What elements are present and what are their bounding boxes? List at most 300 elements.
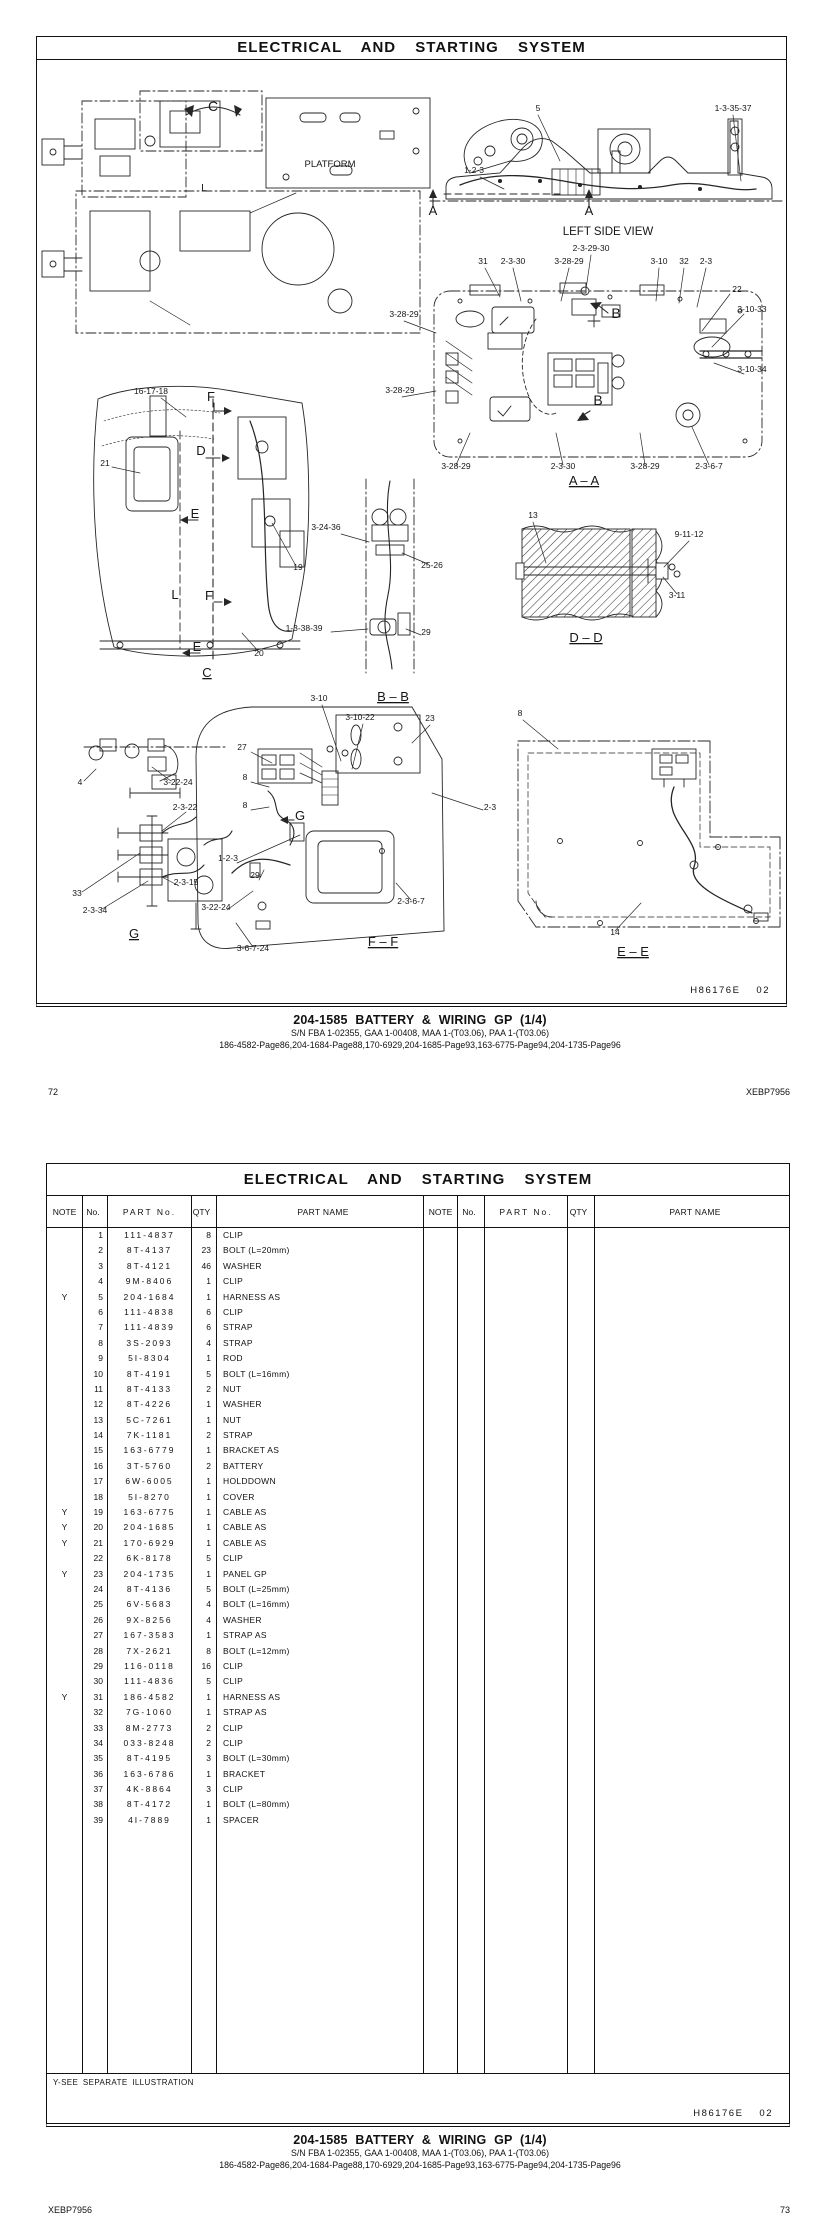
page-1 — [36, 36, 787, 1007]
cell-qty — [568, 1705, 595, 1720]
cell-part-name — [595, 1813, 789, 1828]
cell-note — [424, 1505, 458, 1520]
cell-note — [47, 1644, 83, 1659]
cell-part-name — [595, 1413, 789, 1428]
cell-part-name — [595, 1459, 789, 1474]
cell-note: NOTE — [47, 1196, 83, 1228]
cell-part-no: 167-3583 — [108, 1628, 192, 1643]
diagram-label: 3-22-24 — [201, 902, 231, 912]
cell-note: Y — [47, 1505, 83, 1520]
cell-part-no — [485, 1767, 568, 1782]
cell-qty — [568, 1690, 595, 1705]
cell-part-name — [595, 1597, 789, 1612]
section-a-a — [434, 283, 762, 457]
cell-qty — [568, 1782, 595, 1797]
diagram-label: 32 — [679, 256, 689, 266]
cell-qty — [568, 1721, 595, 1736]
cell-part-no — [485, 1382, 568, 1397]
cell-part-no — [485, 1474, 568, 1489]
diagram-label: 23 — [425, 713, 435, 723]
cell-part-no: 5I-8304 — [108, 1351, 192, 1366]
cell-note — [424, 1613, 458, 1628]
cell-no: 4 — [83, 1274, 108, 1289]
cell-part-name: BOLT (L=12mm) — [217, 1644, 424, 1659]
cell-part-no — [485, 1443, 568, 1458]
cell-no: 18 — [83, 1490, 108, 1505]
cell-part-name — [595, 1674, 789, 1689]
cell-part-name — [595, 1443, 789, 1458]
cell-part-name — [595, 1305, 789, 1320]
cell-no — [458, 1628, 485, 1643]
diagram-label: B — [593, 392, 603, 408]
cell-no: 32 — [83, 1705, 108, 1720]
cell-qty — [568, 1428, 595, 1443]
cell-qty: 1 — [192, 1443, 217, 1458]
cell-qty — [568, 1644, 595, 1659]
cell-no — [458, 1582, 485, 1597]
cell-part-name — [595, 1721, 789, 1736]
cell-part-no: 8T-4191 — [108, 1367, 192, 1382]
cell-part-no — [485, 1674, 568, 1689]
cell-qty: 8 — [192, 1644, 217, 1659]
diagram-label: E — [192, 639, 202, 654]
cell-note — [47, 1397, 83, 1412]
cell-note — [424, 1474, 458, 1489]
footnote: Y-SEE SEPARATE ILLUSTRATION — [53, 2078, 194, 2087]
cell-qty: 2 — [192, 1382, 217, 1397]
cell-part-no — [485, 1520, 568, 1535]
cell-part-name: STRAP — [217, 1320, 424, 1335]
diagram-label: 2-3-29-30 — [572, 243, 610, 253]
cell-part-no — [485, 1551, 568, 1566]
cell-qty — [568, 1274, 595, 1289]
cell-qty: 1 — [192, 1767, 217, 1782]
diagram-label: 25-26 — [421, 560, 443, 570]
diagram-label: 2-3-30 — [550, 461, 576, 471]
cell-qty — [568, 1367, 595, 1382]
cell-no — [458, 1828, 485, 2073]
cell-qty: 1 — [192, 1274, 217, 1289]
cell-part-name: CABLE AS — [217, 1520, 424, 1535]
diagram-label: 2-3-15 — [173, 877, 199, 887]
cell-note — [47, 1459, 83, 1474]
cell-qty: 1 — [192, 1813, 217, 1828]
cell-part-name — [595, 1582, 789, 1597]
cell-part-name — [595, 1367, 789, 1382]
table-footnote-strip — [47, 2073, 789, 2126]
diagram-label: 13 — [528, 510, 538, 520]
cell-part-name: CLIP — [217, 1782, 424, 1797]
cell-part-name — [595, 1228, 789, 1243]
cell-no — [458, 1351, 485, 1366]
cell-note — [424, 1721, 458, 1736]
cell-part-name: BRACKET AS — [217, 1443, 424, 1458]
cell-qty: 1 — [192, 1567, 217, 1582]
cell-qty: QTY — [192, 1196, 217, 1228]
cell-qty — [568, 1736, 595, 1751]
cell-part-name: STRAP AS — [217, 1705, 424, 1720]
cell-qty — [568, 1628, 595, 1643]
cell-part-name — [595, 1520, 789, 1535]
cell-note — [424, 1351, 458, 1366]
cell-part-no: 111-4838 — [108, 1305, 192, 1320]
cell-part-no: 163-6775 — [108, 1505, 192, 1520]
view-caption: F – F — [367, 934, 399, 949]
diagram-label: A — [584, 203, 594, 218]
diagram-label: 8 — [242, 772, 248, 782]
diagram-label: 3-28-29 — [630, 461, 660, 471]
cell-no — [458, 1613, 485, 1628]
diagram-label: 2-3-22 — [172, 802, 198, 812]
diagram-label: 1-2-3 — [464, 165, 484, 175]
cell-qty — [568, 1336, 595, 1351]
cell-qty — [568, 1674, 595, 1689]
cell-qty: 1 — [192, 1505, 217, 1520]
cell-part-no — [485, 1644, 568, 1659]
cell-part-no — [485, 1705, 568, 1720]
view-caption: C — [202, 665, 212, 680]
cell-qty — [568, 1567, 595, 1582]
cell-part-no: 033-8248 — [108, 1736, 192, 1751]
diagram-label: 3-28-29 — [385, 385, 415, 395]
diagram-label: 3-24-36 — [311, 522, 341, 532]
cell-note — [47, 1367, 83, 1382]
diagram-label: 3-10-34 — [737, 364, 767, 374]
diagram-svg — [37, 60, 784, 1004]
cell-part-name: NUT — [217, 1382, 424, 1397]
cell-note — [47, 1428, 83, 1443]
cell-part-name: BOLT (L=16mm) — [217, 1367, 424, 1382]
page2-doc-code — [693, 2108, 773, 2119]
cell-note — [424, 1428, 458, 1443]
cell-no — [458, 1659, 485, 1674]
cell-part-name — [595, 1290, 789, 1305]
cell-note — [424, 1536, 458, 1551]
cell-qty: 16 — [192, 1659, 217, 1674]
cell-qty — [568, 1228, 595, 1243]
cell-part-name — [595, 1690, 789, 1705]
cell-part-name: BOLT (L=16mm) — [217, 1597, 424, 1612]
cell-no: No. — [83, 1196, 108, 1228]
cell-note: Y — [47, 1690, 83, 1705]
cell-note — [424, 1797, 458, 1812]
page1-caption — [0, 1012, 840, 1051]
diagram-label: 3-10 — [310, 693, 328, 703]
diagram-label: D — [196, 443, 206, 458]
cell-qty — [568, 1243, 595, 1258]
cell-note — [424, 1597, 458, 1612]
cell-note — [424, 1305, 458, 1320]
cell-part-name: BOLT (L=20mm) — [217, 1243, 424, 1258]
cell-qty — [568, 1767, 595, 1782]
cell-part-no: 8T-4136 — [108, 1582, 192, 1597]
cell-qty: 1 — [192, 1413, 217, 1428]
cell-note — [47, 1413, 83, 1428]
page1-form-number: XEBP7956 — [745, 1087, 790, 1097]
cell-no: 27 — [83, 1628, 108, 1643]
cell-no: 19 — [83, 1505, 108, 1520]
cell-note — [424, 1243, 458, 1258]
cell-note — [47, 1628, 83, 1643]
cell-qty: 4 — [192, 1613, 217, 1628]
cell-part-no: 3S-2093 — [108, 1336, 192, 1351]
cell-note — [47, 1705, 83, 1720]
cell-no — [458, 1721, 485, 1736]
cell-no — [458, 1505, 485, 1520]
diagram-label: 14 — [610, 927, 620, 937]
cell-qty — [568, 1797, 595, 1812]
cell-part-no — [485, 1628, 568, 1643]
cell-part-name — [595, 1736, 789, 1751]
cell-no: 16 — [83, 1459, 108, 1474]
diagram-label: 3-10 — [650, 256, 668, 266]
cell-part-name: CLIP — [217, 1274, 424, 1289]
cell-note — [424, 1736, 458, 1751]
diagram-label: 9-11-12 — [674, 529, 704, 539]
cell-qty: 2 — [192, 1428, 217, 1443]
cell-part-no: 3T-5760 — [108, 1459, 192, 1474]
cell-note — [424, 1228, 458, 1243]
cell-part-no — [485, 1828, 568, 2073]
cell-part-no — [485, 1597, 568, 1612]
cell-no: 7 — [83, 1320, 108, 1335]
cell-part-no: 163-6779 — [108, 1443, 192, 1458]
cell-note: Y — [47, 1520, 83, 1535]
cell-no: 15 — [83, 1443, 108, 1458]
cell-note — [47, 1582, 83, 1597]
diagram-label: 5 — [535, 103, 541, 113]
cell-qty: 5 — [192, 1582, 217, 1597]
diagram-label: 3-10-22 — [345, 712, 375, 722]
cell-qty: 1 — [192, 1290, 217, 1305]
diagram-label: 1-3-38-39 — [285, 623, 323, 633]
cell-no: 39 — [83, 1813, 108, 1828]
cell-no — [458, 1474, 485, 1489]
cell-part-name — [595, 1551, 789, 1566]
diagram-label: C — [207, 98, 219, 114]
cell-part-no: 5I-8270 — [108, 1490, 192, 1505]
cell-part-no: 170-6929 — [108, 1536, 192, 1551]
cell-part-no: PART No. — [485, 1196, 568, 1228]
cell-note — [424, 1659, 458, 1674]
cell-note — [424, 1490, 458, 1505]
cell-note — [424, 1397, 458, 1412]
cell-qty — [568, 1520, 595, 1535]
cell-no — [458, 1490, 485, 1505]
cell-note — [47, 1736, 83, 1751]
cell-qty: 2 — [192, 1736, 217, 1751]
cell-qty — [568, 1597, 595, 1612]
cell-part-no — [485, 1582, 568, 1597]
cell-note — [47, 1382, 83, 1397]
left-side-view — [429, 119, 784, 207]
cell-qty — [568, 1459, 595, 1474]
cell-note — [47, 1305, 83, 1320]
cell-qty — [568, 1536, 595, 1551]
cell-part-no — [485, 1228, 568, 1243]
cell-part-no: 8T-4121 — [108, 1259, 192, 1274]
cell-qty — [568, 1751, 595, 1766]
cell-part-name — [595, 1336, 789, 1351]
cell-note — [424, 1320, 458, 1335]
cell-part-no — [485, 1813, 568, 1828]
cell-qty: 1 — [192, 1520, 217, 1535]
cell-no — [458, 1413, 485, 1428]
cell-qty — [568, 1397, 595, 1412]
cell-part-name — [217, 1828, 424, 2073]
cell-no — [458, 1290, 485, 1305]
cell-note — [424, 1582, 458, 1597]
cell-note — [424, 1705, 458, 1720]
cell-qty: 1 — [192, 1536, 217, 1551]
cell-part-name — [595, 1751, 789, 1766]
diagram-label: 3-10-33 — [737, 304, 767, 314]
cell-note — [47, 1551, 83, 1566]
cell-qty — [568, 1582, 595, 1597]
cell-qty: 1 — [192, 1474, 217, 1489]
cell-no: 3 — [83, 1259, 108, 1274]
cell-part-no: 204-1684 — [108, 1290, 192, 1305]
cell-part-name: HARNESS AS — [217, 1290, 424, 1305]
diagram-label: LEFT SIDE VIEW — [562, 226, 654, 238]
cell-no: 31 — [83, 1690, 108, 1705]
cell-part-name: BOLT (L=80mm) — [217, 1797, 424, 1812]
cell-part-no — [485, 1782, 568, 1797]
cell-part-name — [595, 1797, 789, 1812]
cell-qty: 1 — [192, 1397, 217, 1412]
cell-note — [424, 1290, 458, 1305]
cell-part-no — [485, 1320, 568, 1335]
cell-note: NOTE — [424, 1196, 458, 1228]
cell-qty: 1 — [192, 1690, 217, 1705]
cell-part-name — [595, 1382, 789, 1397]
cell-note — [424, 1828, 458, 2073]
cell-part-name — [595, 1490, 789, 1505]
cell-note — [424, 1382, 458, 1397]
cell-qty — [568, 1828, 595, 2073]
cell-no: 10 — [83, 1367, 108, 1382]
cell-no: 29 — [83, 1659, 108, 1674]
cell-part-name: CLIP — [217, 1551, 424, 1566]
diagram-label: F — [205, 588, 213, 603]
page1-title: ELECTRICAL AND STARTING SYSTEM — [37, 37, 786, 60]
cell-part-name: CLIP — [217, 1228, 424, 1243]
cell-part-no: 111-4839 — [108, 1320, 192, 1335]
cell-part-no: 7X-2621 — [108, 1644, 192, 1659]
cell-qty: 3 — [192, 1751, 217, 1766]
cell-qty: 8 — [192, 1228, 217, 1243]
diagram-label: 2-3-34 — [82, 905, 108, 915]
cell-qty: 46 — [192, 1259, 217, 1274]
caption-pages: 186-4582-Page86,204-1684-Page88,170-6929,204-1685-Page93,163-6775-Page94,204-1735-Page96 — [219, 2159, 621, 2170]
cell-part-no — [108, 1828, 192, 2073]
cell-qty: 1 — [192, 1490, 217, 1505]
diagram-label: 1-2-3 — [218, 853, 238, 863]
section-f-f — [196, 707, 444, 949]
cell-part-no: 8M-2773 — [108, 1721, 192, 1736]
cell-part-no: 8T-4226 — [108, 1397, 192, 1412]
cell-part-no — [485, 1351, 568, 1366]
caption-pages: 186-4582-Page86,204-1684-Page88,170-6929,204-1685-Page93,163-6775-Page94,204-1735-Page96 — [219, 1039, 621, 1050]
cell-note — [47, 1782, 83, 1797]
cell-no — [458, 1813, 485, 1828]
cell-part-name — [595, 1351, 789, 1366]
caption-serial: S/N FBA 1-02355, GAA 1-00408, MAA 1-(T03.06), PAA 1-(T03.06) — [290, 2148, 549, 2159]
diagram-label: 8 — [242, 800, 248, 810]
diagram-label: 3-22-24 — [163, 777, 193, 787]
cell-part-name: STRAP AS — [217, 1628, 424, 1643]
view-caption: E – E — [617, 944, 649, 959]
cell-no — [458, 1644, 485, 1659]
cell-note — [47, 1828, 83, 2073]
diagram-label: 3-28-29 — [389, 309, 419, 319]
cell-part-name — [595, 1320, 789, 1335]
cell-no — [458, 1259, 485, 1274]
detail-g — [84, 739, 232, 929]
parts-table-header — [47, 1196, 789, 1228]
cell-no: 2 — [83, 1243, 108, 1258]
cell-note — [424, 1813, 458, 1828]
cell-qty — [568, 1305, 595, 1320]
cell-part-name — [595, 1782, 789, 1797]
cell-no — [458, 1336, 485, 1351]
cell-no: 37 — [83, 1782, 108, 1797]
cell-no: 20 — [83, 1520, 108, 1535]
cell-note — [424, 1551, 458, 1566]
cell-part-no — [485, 1751, 568, 1766]
diagram-label: 21 — [100, 458, 110, 468]
cell-part-name: PART NAME — [669, 1207, 721, 1217]
cell-qty — [568, 1320, 595, 1335]
page2-title: ELECTRICAL AND STARTING SYSTEM — [47, 1164, 789, 1196]
cell-part-name: STRAP — [217, 1336, 424, 1351]
cell-no: 8 — [83, 1336, 108, 1351]
page1-doc-code — [690, 985, 770, 996]
cell-note: Y — [47, 1567, 83, 1582]
cell-part-no: 6K-8178 — [108, 1551, 192, 1566]
cell-no — [458, 1751, 485, 1766]
cell-qty — [568, 1443, 595, 1458]
cell-no — [458, 1782, 485, 1797]
diagram-label: 16-17-18 — [133, 386, 169, 396]
cell-part-no: 8T-4133 — [108, 1382, 192, 1397]
cell-note — [424, 1459, 458, 1474]
cell-qty — [568, 1382, 595, 1397]
plan-view — [42, 91, 430, 333]
diagram-label: B — [611, 305, 621, 321]
cell-part-name: CLIP — [217, 1305, 424, 1320]
doc-revision: 02 — [756, 985, 770, 996]
cell-no: 26 — [83, 1613, 108, 1628]
caption-title: 204-1585 BATTERY & WIRING GP (1/4) — [293, 2133, 547, 2147]
page2-form-number: XEBP7956 — [48, 2205, 93, 2215]
cell-qty: 4 — [192, 1597, 217, 1612]
cell-part-no — [485, 1290, 568, 1305]
cell-no — [458, 1228, 485, 1243]
cell-part-no: 6W-6005 — [108, 1474, 192, 1489]
cell-no: 35 — [83, 1751, 108, 1766]
cell-part-name: ROD — [217, 1351, 424, 1366]
diagram-label: 33 — [72, 888, 82, 898]
cell-no: 23 — [83, 1567, 108, 1582]
cell-part-name: COVER — [217, 1490, 424, 1505]
cell-part-no: 111-4837 — [108, 1228, 192, 1243]
parts-table-body — [47, 1228, 789, 2073]
diagram-label: 29 — [421, 627, 431, 637]
cell-no: 17 — [83, 1474, 108, 1489]
cell-no — [458, 1767, 485, 1782]
cell-part-name: PANEL GP — [217, 1567, 424, 1582]
